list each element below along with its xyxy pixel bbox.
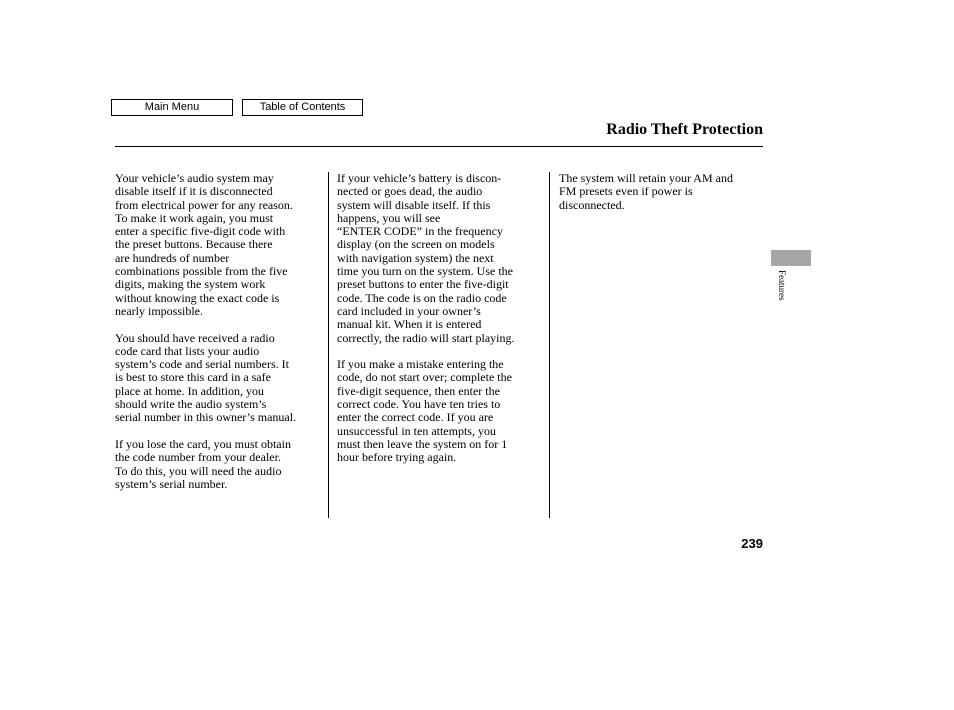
main-menu-button[interactable]: Main Menu xyxy=(111,99,233,116)
page-number: 239 xyxy=(741,536,763,551)
text-line: with navigation system) the next xyxy=(337,250,494,265)
text-column-3 xyxy=(559,172,733,225)
text-line: display (on the screen on models xyxy=(337,237,495,252)
text-line: correctly, the radio will start playing. xyxy=(337,330,515,345)
text-line: the preset buttons. Because there xyxy=(115,237,273,252)
text-line: If you make a mistake entering the xyxy=(337,357,504,372)
text-line: must then leave the system on for 1 xyxy=(337,436,508,451)
text-line: should write the audio system’s xyxy=(115,397,267,412)
text-line: five-digit sequence, then enter the xyxy=(337,383,500,398)
text-line: code card that lists your audio xyxy=(115,343,260,358)
text-line: nected or goes dead, the audio xyxy=(337,184,483,199)
text-line: If you lose the card, you must obtain xyxy=(115,436,291,451)
text-line: correct code. You have ten tries to xyxy=(337,397,501,412)
text-line: FM presets even if power is xyxy=(559,184,693,199)
text-line: “ENTER CODE” in the frequency xyxy=(337,224,503,239)
text-line: enter the correct code. If you are xyxy=(337,410,494,425)
text-line: disable itself if it is disconnected xyxy=(115,184,273,199)
table-of-contents-button[interactable]: Table of Contents xyxy=(242,99,363,116)
paragraph xyxy=(115,172,296,318)
text-line: You should have received a radio xyxy=(115,330,275,345)
text-line: disconnected. xyxy=(559,197,625,212)
text-column-1 xyxy=(115,172,296,504)
section-tab-label: Features xyxy=(777,270,787,301)
page-title: Radio Theft Protection xyxy=(606,121,763,138)
text-line: without knowing the exact code is xyxy=(115,290,280,305)
title-rule xyxy=(115,146,763,147)
paragraph xyxy=(337,172,515,345)
text-line: is best to store this card in a safe xyxy=(115,370,271,385)
text-line: time you turn on the system. Use the xyxy=(337,264,513,279)
section-tab xyxy=(771,250,811,266)
text-line: card included in your owner’s xyxy=(337,303,481,318)
text-line: system will disable itself. If this xyxy=(337,197,491,212)
paragraph xyxy=(115,332,296,425)
text-line: happens, you will see xyxy=(337,210,441,225)
column-divider xyxy=(328,172,329,518)
text-line: unsuccessful in ten attempts, you xyxy=(337,423,496,438)
text-line: digits, making the system work xyxy=(115,277,266,292)
text-line: system’s code and serial numbers. It xyxy=(115,357,289,372)
text-line: To do this, you will need the audio xyxy=(115,463,282,478)
text-line: place at home. In addition, you xyxy=(115,383,264,398)
text-line: system’s serial number. xyxy=(115,476,228,491)
text-line: are hundreds of number xyxy=(115,250,230,265)
paragraph xyxy=(559,172,733,212)
text-line: the code number from your dealer. xyxy=(115,450,281,465)
text-line: enter a specific five-digit code with xyxy=(115,224,286,239)
text-line: nearly impossible. xyxy=(115,303,203,318)
text-line: combinations possible from the five xyxy=(115,264,288,279)
paragraph xyxy=(115,438,296,491)
text-line: from electrical power for any reason. xyxy=(115,197,293,212)
text-column-2 xyxy=(337,172,515,478)
text-line: serial number in this owner’s manual. xyxy=(115,410,297,425)
text-line: To make it work again, you must xyxy=(115,210,274,225)
text-line: hour before trying again. xyxy=(337,450,457,465)
text-line: The system will retain your AM and xyxy=(559,171,733,185)
text-line: code. The code is on the radio code xyxy=(337,290,507,305)
text-line: manual kit. When it is entered xyxy=(337,317,482,332)
column-divider xyxy=(549,172,550,518)
paragraph xyxy=(337,358,515,464)
text-line: code, do not start over; complete the xyxy=(337,370,512,385)
text-line: Your vehicle’s audio system may xyxy=(115,171,274,185)
text-line: preset buttons to enter the five-digit xyxy=(337,277,509,292)
text-line: If your vehicle’s battery is discon- xyxy=(337,171,502,185)
